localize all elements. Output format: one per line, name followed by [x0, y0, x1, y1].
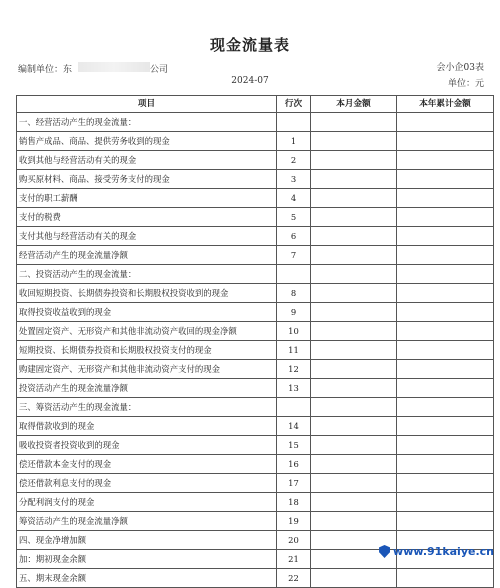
row-ytd-amount: [397, 493, 494, 512]
table-row: [17, 322, 494, 341]
row-line-number: 20: [277, 531, 311, 550]
row-item-label: 取得借款收到的现金: [17, 417, 277, 436]
row-month-amount: [311, 303, 397, 322]
row-item-label: 分配利润支付的现金: [17, 493, 277, 512]
row-line-number: [277, 113, 311, 132]
row-item-label: 购买原材料、商品、接受劳务支付的现金: [17, 170, 277, 189]
row-month-amount: [311, 151, 397, 170]
table-row: [17, 265, 494, 284]
table-row: [17, 455, 494, 474]
row-ytd-amount: [397, 474, 494, 493]
row-item-label: 短期投资、长期债券投资和长期股权投资支付的现金: [17, 341, 277, 360]
row-ytd-amount: [397, 455, 494, 474]
row-line-number: 9: [277, 303, 311, 322]
row-ytd-amount: [397, 265, 494, 284]
row-line-number: 8: [277, 284, 311, 303]
row-ytd-amount: [397, 569, 494, 588]
row-line-number: 4: [277, 189, 311, 208]
row-line-number: 3: [277, 170, 311, 189]
row-item-label: 偿还借款利息支付的现金: [17, 474, 277, 493]
cash-flow-table: [16, 95, 494, 588]
row-line-number: 1: [277, 132, 311, 151]
row-ytd-amount: [397, 417, 494, 436]
row-item-label: 吸收投资者投资收到的现金: [17, 436, 277, 455]
row-ytd-amount: [397, 512, 494, 531]
row-month-amount: [311, 227, 397, 246]
row-line-number: 2: [277, 151, 311, 170]
row-month-amount: [311, 189, 397, 208]
row-month-amount: [311, 398, 397, 417]
watermark-text: www.91kaiye.cn: [393, 545, 494, 558]
table-row: [17, 436, 494, 455]
row-line-number: 18: [277, 493, 311, 512]
row-ytd-amount: [397, 246, 494, 265]
row-line-number: 16: [277, 455, 311, 474]
row-month-amount: [311, 569, 397, 588]
column-header-item: 项目: [17, 96, 277, 113]
table-row: [17, 227, 494, 246]
table-row: [17, 170, 494, 189]
form-code: 会小企03表: [436, 63, 484, 73]
row-item-label: 收到其他与经营活动有关的现金: [17, 151, 277, 170]
row-item-label: 一、经营活动产生的现金流量：: [17, 113, 277, 132]
row-line-number: 14: [277, 417, 311, 436]
row-month-amount: [311, 170, 397, 189]
column-header-line: 行次: [277, 96, 311, 113]
shield-icon: [379, 545, 390, 558]
table-row: [17, 208, 494, 227]
row-ytd-amount: [397, 284, 494, 303]
table-row: [17, 132, 494, 151]
row-month-amount: [311, 208, 397, 227]
row-month-amount: [311, 474, 397, 493]
row-ytd-amount: [397, 227, 494, 246]
row-line-number: 21: [277, 550, 311, 569]
row-line-number: 13: [277, 379, 311, 398]
site-watermark: [379, 545, 494, 558]
row-month-amount: [311, 455, 397, 474]
column-header-ytd: 本年累计金额: [397, 96, 494, 113]
row-item-label: 四、现金净增加额: [17, 531, 277, 550]
row-month-amount: [311, 493, 397, 512]
row-line-number: 5: [277, 208, 311, 227]
row-line-number: 12: [277, 360, 311, 379]
row-item-label: 偿还借款本金支付的现金: [17, 455, 277, 474]
row-line-number: 17: [277, 474, 311, 493]
row-month-amount: [311, 360, 397, 379]
row-item-label: 购建固定资产、无形资产和其他非流动资产支付的现金: [17, 360, 277, 379]
row-ytd-amount: [397, 360, 494, 379]
table-row: [17, 246, 494, 265]
row-ytd-amount: [397, 398, 494, 417]
table-row: [17, 341, 494, 360]
row-item-label: 收回短期投资、长期债券投资和长期股权投资收到的现金: [17, 284, 277, 303]
row-item-label: 处置固定资产、无形资产和其他非流动资产收回的现金净额: [17, 322, 277, 341]
row-ytd-amount: [397, 436, 494, 455]
row-item-label: 筹资活动产生的现金流量净额: [17, 512, 277, 531]
row-item-label: 经营活动产生的现金流量净额: [17, 246, 277, 265]
row-item-label: 支付的职工薪酬: [17, 189, 277, 208]
row-month-amount: [311, 113, 397, 132]
row-month-amount: [311, 341, 397, 360]
row-ytd-amount: [397, 341, 494, 360]
row-ytd-amount: [397, 151, 494, 170]
row-item-label: 取得投资收益收到的现金: [17, 303, 277, 322]
row-ytd-amount: [397, 303, 494, 322]
currency-unit: 单位：元: [447, 79, 484, 89]
row-ytd-amount: [397, 113, 494, 132]
row-line-number: 6: [277, 227, 311, 246]
table-row: [17, 189, 494, 208]
table-header-row: [17, 96, 494, 113]
table-row: [17, 303, 494, 322]
table-row: [17, 113, 494, 132]
row-ytd-amount: [397, 322, 494, 341]
reporting-unit-suffix: 公司: [150, 65, 169, 75]
row-ytd-amount: [397, 189, 494, 208]
table-row: [17, 398, 494, 417]
report-title: 现金流量表: [209, 36, 290, 54]
reporting-unit-label: 编制单位：: [18, 65, 64, 75]
row-item-label: 五、期末现金余额: [17, 569, 277, 588]
column-header-month: 本月金额: [311, 96, 397, 113]
row-line-number: 11: [277, 341, 311, 360]
row-month-amount: [311, 417, 397, 436]
row-month-amount: [311, 246, 397, 265]
row-item-label: 二、投资活动产生的现金流量：: [17, 265, 277, 284]
row-item-label: 销售产成品、商品、提供劳务收到的现金: [17, 132, 277, 151]
row-line-number: 19: [277, 512, 311, 531]
table-row: [17, 512, 494, 531]
redaction-blur: [78, 62, 150, 72]
row-line-number: [277, 398, 311, 417]
table-row: [17, 493, 494, 512]
row-month-amount: [311, 322, 397, 341]
table-row: [17, 474, 494, 493]
row-item-label: 支付其他与经营活动有关的现金: [17, 227, 277, 246]
table-row: [17, 360, 494, 379]
row-item-label: 三、筹资活动产生的现金流量：: [17, 398, 277, 417]
row-line-number: 7: [277, 246, 311, 265]
row-month-amount: [311, 512, 397, 531]
row-item-label: 加：期初现金余额: [17, 550, 277, 569]
row-month-amount: [311, 379, 397, 398]
row-ytd-amount: [397, 132, 494, 151]
row-month-amount: [311, 436, 397, 455]
row-month-amount: [311, 284, 397, 303]
table-row: [17, 284, 494, 303]
report-period: 2024-07: [231, 76, 269, 86]
row-ytd-amount: [397, 208, 494, 227]
row-month-amount: [311, 132, 397, 151]
row-month-amount: [311, 265, 397, 284]
table-row: [17, 417, 494, 436]
row-line-number: [277, 265, 311, 284]
row-item-label: 投资活动产生的现金流量净额: [17, 379, 277, 398]
row-ytd-amount: [397, 170, 494, 189]
row-line-number: 10: [277, 322, 311, 341]
row-line-number: 15: [277, 436, 311, 455]
reporting-unit-prefix: 东: [63, 65, 73, 75]
table-row: [17, 151, 494, 170]
row-line-number: 22: [277, 569, 311, 588]
row-item-label: 支付的税费: [17, 208, 277, 227]
row-ytd-amount: [397, 379, 494, 398]
table-row: [17, 379, 494, 398]
table-row: [17, 569, 494, 588]
